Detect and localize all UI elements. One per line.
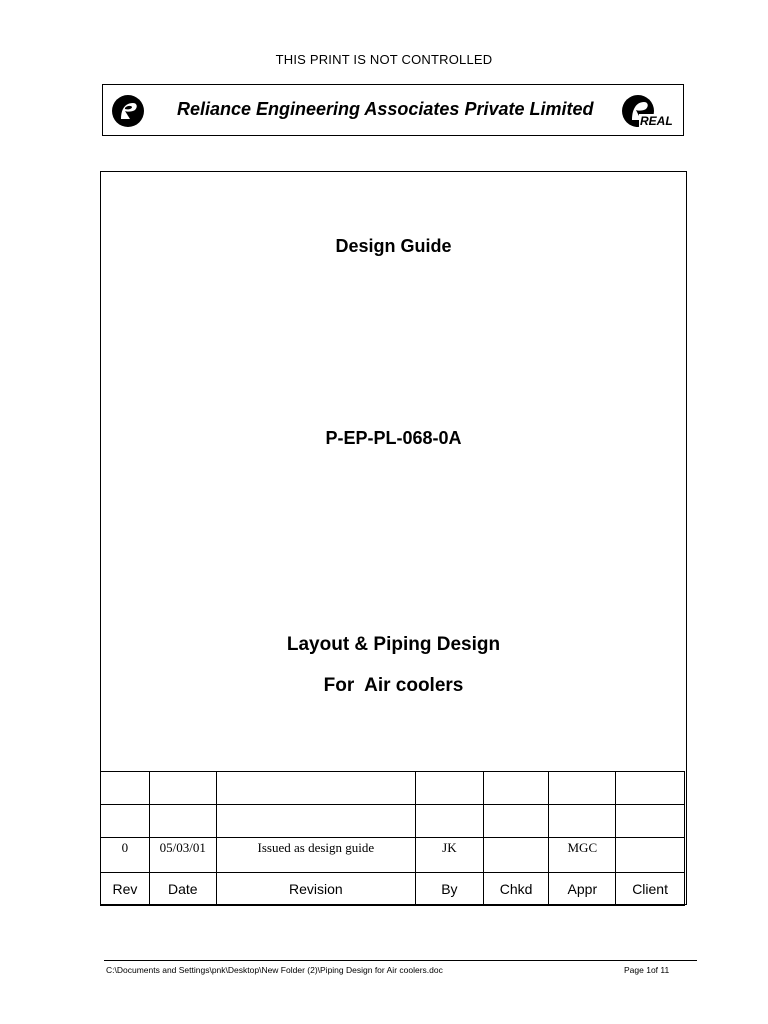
table-cell — [101, 805, 150, 838]
appr-value: MGC — [549, 838, 616, 873]
revision-table — [100, 771, 685, 906]
client-value — [616, 838, 685, 873]
date-value: 05/03/01 — [149, 838, 216, 873]
table-cell — [216, 772, 415, 805]
header-by: By — [416, 873, 484, 906]
header-appr: Appr — [549, 873, 616, 906]
by-value: JK — [416, 838, 484, 873]
table-row — [101, 772, 685, 805]
table-cell — [216, 805, 415, 838]
table-cell — [549, 772, 616, 805]
header-rev: Rev — [101, 873, 150, 906]
table-row — [101, 838, 685, 873]
table-cell — [149, 772, 216, 805]
company-name: Reliance Engineering Associates Private Limited — [177, 99, 594, 119]
real-logo-icon — [621, 92, 679, 130]
cover-frame — [100, 171, 687, 905]
footer-file-path: C:\Documents and Settings\pnk\Desktop\New Folder (2)\Piping Design for Air coolers.doc — [106, 965, 443, 975]
rev-value: 0 — [101, 838, 150, 873]
table-header-row — [101, 873, 685, 906]
table-cell — [101, 772, 150, 805]
chkd-value — [483, 838, 549, 873]
revision-value: Issued as design guide — [216, 838, 415, 873]
header-chkd: Chkd — [483, 873, 549, 906]
company-header — [102, 84, 684, 136]
table-cell — [549, 805, 616, 838]
table-row — [101, 805, 685, 838]
document-number: P-EP-PL-068-0A — [325, 428, 462, 448]
document-type: Design Guide — [335, 236, 452, 256]
real-logo-text: REAL — [640, 114, 673, 128]
footer-page-number: Page 1of 11 — [624, 965, 670, 975]
table-cell — [616, 772, 685, 805]
footer-divider — [104, 960, 697, 961]
table-cell — [483, 805, 549, 838]
header-date: Date — [149, 873, 216, 906]
table-cell — [149, 805, 216, 838]
table-cell — [616, 805, 685, 838]
document-title-line1: Layout & Piping Design — [286, 634, 501, 655]
document-title-line2: For Air coolers — [323, 675, 464, 696]
print-control-note: THIS PRINT IS NOT CONTROLLED — [275, 52, 493, 67]
header-client: Client — [616, 873, 685, 906]
reliance-logo-icon — [111, 94, 145, 128]
table-cell — [416, 805, 484, 838]
header-revision: Revision — [216, 873, 415, 906]
table-cell — [483, 772, 549, 805]
table-cell — [416, 772, 484, 805]
